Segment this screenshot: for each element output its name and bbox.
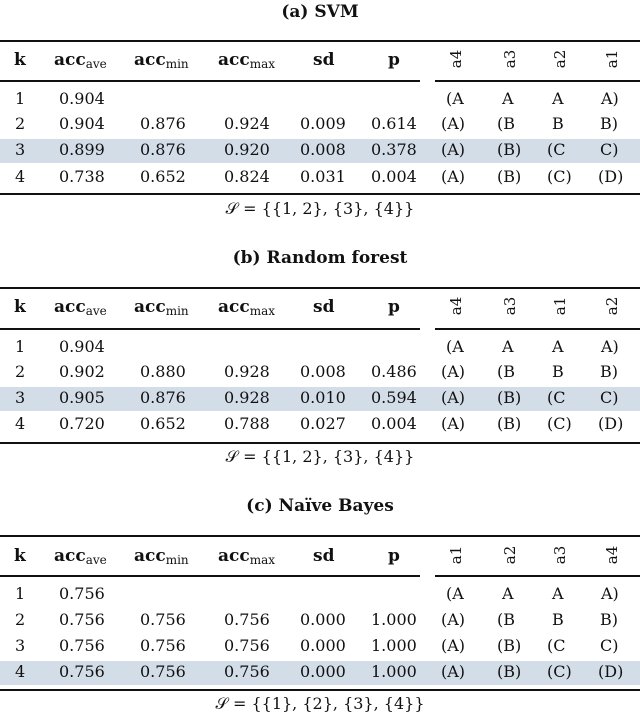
table-caption: (b) Random forest xyxy=(232,248,408,268)
cell-group: C) xyxy=(600,140,619,159)
cell-group: (C xyxy=(547,140,566,159)
mid-rule-left xyxy=(0,575,420,577)
header-k: k xyxy=(14,297,26,317)
partition-formula: 𝒮 = {{1, 2}, {3}, {4}} xyxy=(225,447,415,466)
cell-group: B) xyxy=(600,114,618,133)
header-p: p xyxy=(388,50,400,70)
cell-group: C) xyxy=(600,636,619,655)
cell-p: 1.000 xyxy=(371,662,417,681)
header-acc-min: acc$_{min}$ xyxy=(134,297,189,318)
cell-group: (B) xyxy=(497,388,522,407)
cell-p: 0.004 xyxy=(371,414,417,433)
cell-group: (D) xyxy=(598,662,624,681)
cell-group: C) xyxy=(600,388,619,407)
cell-min: 0.756 xyxy=(140,610,186,629)
header-sd: sd xyxy=(313,297,335,317)
cell-max: 0.756 xyxy=(224,636,270,655)
header-attr-1: a4 xyxy=(447,296,465,316)
cell-k: 1 xyxy=(15,337,26,356)
cell-k: 3 xyxy=(15,636,26,655)
table-caption: (c) Naïve Bayes xyxy=(246,496,394,516)
cell-k: 4 xyxy=(15,662,26,681)
cell-group: A xyxy=(502,337,514,356)
cell-group: A xyxy=(552,89,564,108)
bottom-rule xyxy=(0,689,640,691)
table-caption: (a) SVM xyxy=(281,2,359,22)
cell-group: (C xyxy=(547,636,566,655)
header-attr-2: a3 xyxy=(501,49,519,69)
top-rule xyxy=(0,287,640,289)
partition-formula: 𝒮 = {{1, 2}, {3}, {4}} xyxy=(225,199,415,218)
header-acc-max: acc$_{max}$ xyxy=(218,297,276,318)
cell-max: 0.756 xyxy=(224,662,270,681)
header-attr-2: a2 xyxy=(501,545,519,565)
cell-min: 0.876 xyxy=(140,140,186,159)
cell-ave: 0.905 xyxy=(59,388,105,407)
cell-k: 3 xyxy=(15,388,26,407)
cell-group: (A xyxy=(446,584,464,603)
cell-min: 0.652 xyxy=(140,414,186,433)
cell-min: 0.756 xyxy=(140,662,186,681)
cell-group: A xyxy=(502,584,514,603)
mid-rule-left xyxy=(0,80,420,82)
cell-group: (A) xyxy=(441,114,466,133)
header-attr-3: a2 xyxy=(551,49,569,69)
header-acc-min: acc$_{min}$ xyxy=(134,546,189,567)
cell-ave: 0.904 xyxy=(59,89,105,108)
cell-p: 1.000 xyxy=(371,610,417,629)
cell-group: A xyxy=(552,337,564,356)
header-acc-ave: acc$_{ave}$ xyxy=(54,546,107,567)
partition-formula: 𝒮 = {{1}, {2}, {3}, {4}} xyxy=(215,694,425,713)
cell-sd: 0.008 xyxy=(300,362,346,381)
cell-ave: 0.904 xyxy=(59,337,105,356)
header-acc-max: acc$_{max}$ xyxy=(218,50,276,71)
cell-ave: 0.720 xyxy=(59,414,105,433)
cell-sd: 0.000 xyxy=(300,662,346,681)
cell-group: (D) xyxy=(598,414,624,433)
cell-p: 0.486 xyxy=(371,362,417,381)
cell-k: 2 xyxy=(15,362,26,381)
header-p: p xyxy=(388,297,400,317)
cell-min: 0.880 xyxy=(140,362,186,381)
header-acc-max: acc$_{max}$ xyxy=(218,546,276,567)
cell-p: 0.378 xyxy=(371,140,417,159)
cell-max: 0.824 xyxy=(224,167,270,186)
header-p: p xyxy=(388,546,400,566)
cell-sd: 0.010 xyxy=(300,388,346,407)
cell-ave: 0.756 xyxy=(59,584,105,603)
header-attr-1: a1 xyxy=(447,545,465,565)
cell-group: (B xyxy=(497,362,515,381)
cell-ave: 0.756 xyxy=(59,662,105,681)
cell-min: 0.756 xyxy=(140,636,186,655)
header-sd: sd xyxy=(313,50,335,70)
bottom-rule xyxy=(0,193,640,195)
cell-group: (A) xyxy=(441,388,466,407)
cell-min: 0.876 xyxy=(140,388,186,407)
mid-rule-right xyxy=(435,328,640,330)
cell-p: 0.594 xyxy=(371,388,417,407)
header-sd: sd xyxy=(313,546,335,566)
cell-p: 1.000 xyxy=(371,636,417,655)
cell-ave: 0.756 xyxy=(59,610,105,629)
cell-group: (B) xyxy=(497,414,522,433)
mid-rule-left xyxy=(0,328,420,330)
cell-ave: 0.904 xyxy=(59,114,105,133)
cell-group: B xyxy=(552,114,564,133)
cell-ave: 0.902 xyxy=(59,362,105,381)
cell-min: 0.652 xyxy=(140,167,186,186)
cell-k: 4 xyxy=(15,167,26,186)
top-rule xyxy=(0,535,640,537)
header-k: k xyxy=(14,50,26,70)
cell-max: 0.924 xyxy=(224,114,270,133)
cell-group: A) xyxy=(601,89,619,108)
mid-rule-right xyxy=(435,80,640,82)
cell-group: (A) xyxy=(441,662,466,681)
cell-sd: 0.000 xyxy=(300,610,346,629)
header-acc-ave: acc$_{ave}$ xyxy=(54,50,107,71)
cell-max: 0.788 xyxy=(224,414,270,433)
top-rule xyxy=(0,40,640,42)
header-attr-4: a4 xyxy=(603,545,621,565)
header-attr-3: a3 xyxy=(551,545,569,565)
header-attr-4: a2 xyxy=(603,296,621,316)
cell-group: (B) xyxy=(497,167,522,186)
cell-ave: 0.756 xyxy=(59,636,105,655)
cell-group: (C) xyxy=(547,167,572,186)
header-attr-3: a1 xyxy=(551,296,569,316)
cell-ave: 0.738 xyxy=(59,167,105,186)
cell-group: (A xyxy=(446,337,464,356)
cell-group: (B xyxy=(497,610,515,629)
cell-min: 0.876 xyxy=(140,114,186,133)
header-attr-4: a1 xyxy=(603,49,621,69)
header-acc-min: acc$_{min}$ xyxy=(134,50,189,71)
cell-group: (A) xyxy=(441,414,466,433)
cell-group: (B) xyxy=(497,140,522,159)
cell-group: B) xyxy=(600,362,618,381)
cell-k: 2 xyxy=(15,114,26,133)
cell-k: 4 xyxy=(15,414,26,433)
cell-group: (A) xyxy=(441,140,466,159)
cell-k: 3 xyxy=(15,140,26,159)
cell-p: 0.004 xyxy=(371,167,417,186)
cell-sd: 0.027 xyxy=(300,414,346,433)
header-attr-2: a3 xyxy=(501,296,519,316)
cell-group: (A) xyxy=(441,636,466,655)
cell-max: 0.928 xyxy=(224,388,270,407)
cell-group: (D) xyxy=(598,167,624,186)
header-attr-1: a4 xyxy=(447,49,465,69)
header-k: k xyxy=(14,546,26,566)
cell-max: 0.928 xyxy=(224,362,270,381)
cell-p: 0.614 xyxy=(371,114,417,133)
cell-max: 0.920 xyxy=(224,140,270,159)
cell-group: (C xyxy=(547,388,566,407)
cell-k: 2 xyxy=(15,610,26,629)
cell-group: (A) xyxy=(441,610,466,629)
mid-rule-right xyxy=(435,575,640,577)
cell-ave: 0.899 xyxy=(59,140,105,159)
cell-group: A xyxy=(502,89,514,108)
cell-group: B xyxy=(552,362,564,381)
cell-k: 1 xyxy=(15,584,26,603)
cell-sd: 0.000 xyxy=(300,636,346,655)
cell-group: A) xyxy=(601,584,619,603)
cell-group: (B xyxy=(497,114,515,133)
header-acc-ave: acc$_{ave}$ xyxy=(54,297,107,318)
cell-max: 0.756 xyxy=(224,610,270,629)
cell-sd: 0.008 xyxy=(300,140,346,159)
cell-group: A xyxy=(552,584,564,603)
cell-group: (C) xyxy=(547,414,572,433)
cell-group: A) xyxy=(601,337,619,356)
cell-sd: 0.009 xyxy=(300,114,346,133)
bottom-rule xyxy=(0,442,640,444)
cell-group: (B) xyxy=(497,662,522,681)
cell-sd: 0.031 xyxy=(300,167,346,186)
cell-group: (A xyxy=(446,89,464,108)
cell-group: (A) xyxy=(441,362,466,381)
cell-group: B) xyxy=(600,610,618,629)
cell-group: (A) xyxy=(441,167,466,186)
cell-group: (C) xyxy=(547,662,572,681)
cell-group: B xyxy=(552,610,564,629)
cell-group: (B) xyxy=(497,636,522,655)
cell-k: 1 xyxy=(15,89,26,108)
